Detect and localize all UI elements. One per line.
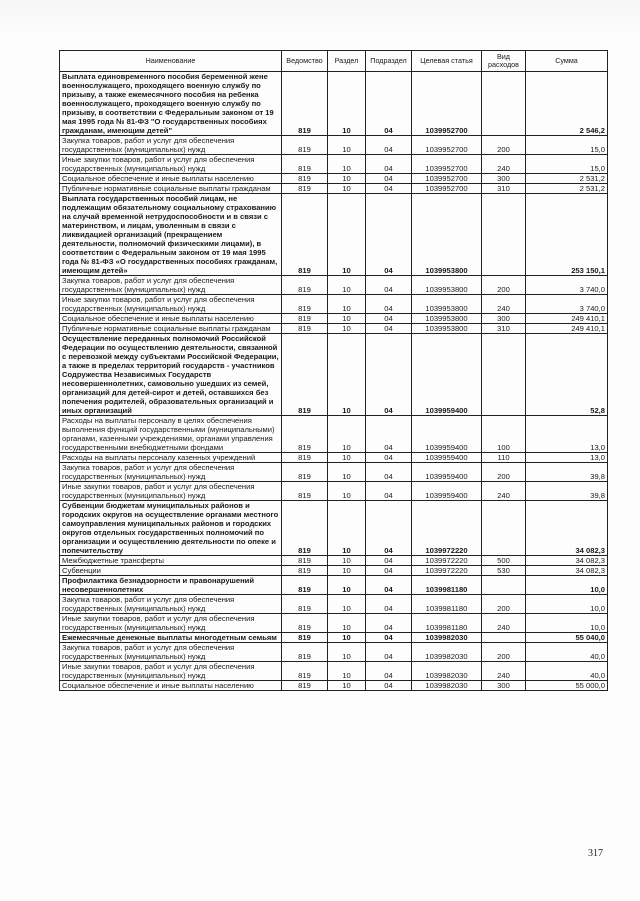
cell-subsection: 04 (366, 314, 412, 324)
table-row (60, 566, 608, 576)
cell-target-item: 1039953800 (412, 295, 482, 314)
cell-amount: 39,8 (526, 463, 608, 482)
cell-subsection: 04 (366, 643, 412, 662)
cell-section: 10 (328, 334, 366, 416)
cell-subsection: 04 (366, 184, 412, 194)
table-row (60, 184, 608, 194)
cell-target-item: 1039959400 (412, 482, 482, 501)
cell-amount: 10,0 (526, 595, 608, 614)
cell-target-item: 1039972220 (412, 566, 482, 576)
cell-expense-type: 200 (482, 276, 526, 295)
cell-expense-type: 240 (482, 295, 526, 314)
cell-name: Расходы на выплаты персоналу в целях обеспечения выполнения функций государственными (муниципальными) органами, казенными учреждениями, органами управления государственными внебюджетными фондами (60, 416, 282, 453)
table-body (60, 72, 608, 691)
cell-section: 10 (328, 184, 366, 194)
cell-department: 819 (282, 324, 328, 334)
cell-target-item: 1039952700 (412, 155, 482, 174)
cell-section: 10 (328, 416, 366, 453)
header-target-item: Целевая статья (412, 51, 482, 72)
cell-name: Иные закупки товаров, работ и услуг для обеспечения государственных (муниципальных) нужд (60, 614, 282, 633)
cell-subsection: 04 (366, 681, 412, 691)
cell-name: Субвенции (60, 566, 282, 576)
cell-amount: 13,0 (526, 453, 608, 463)
cell-subsection: 04 (366, 453, 412, 463)
cell-department: 819 (282, 681, 328, 691)
cell-name: Социальное обеспечение и иные выплаты населению (60, 314, 282, 324)
cell-name: Закупка товаров, работ и услуг для обеспечения государственных (муниципальных) нужд (60, 595, 282, 614)
cell-subsection: 04 (366, 295, 412, 314)
cell-section: 10 (328, 295, 366, 314)
cell-section: 10 (328, 633, 366, 643)
cell-department: 819 (282, 501, 328, 556)
table-row (60, 463, 608, 482)
header-subsection: Подраздел (366, 51, 412, 72)
cell-subsection: 04 (366, 416, 412, 453)
cell-subsection: 04 (366, 566, 412, 576)
cell-amount: 10,0 (526, 576, 608, 595)
cell-subsection: 04 (366, 334, 412, 416)
cell-department: 819 (282, 334, 328, 416)
cell-department: 819 (282, 662, 328, 681)
cell-target-item: 1039981180 (412, 576, 482, 595)
cell-department: 819 (282, 72, 328, 136)
table-row (60, 556, 608, 566)
cell-name: Социальное обеспечение и иные выплаты населению (60, 174, 282, 184)
cell-target-item: 1039959400 (412, 453, 482, 463)
cell-expense-type (482, 633, 526, 643)
cell-section: 10 (328, 643, 366, 662)
cell-expense-type: 240 (482, 482, 526, 501)
cell-expense-type: 300 (482, 314, 526, 324)
cell-name: Осуществление переданных полномочий Российской Федерации по осуществлению деятельности, связанной с перевозкой между субъектами Российской Федерации, а также в пределах территорий государств - участников Содружества Независимых Государств несовершеннолетних, самовольно ушедших из семей, организаций для детей-сирот и детей, оставшихся без попечения родителей, образовательных организаций и иных организаций (60, 334, 282, 416)
cell-department: 819 (282, 614, 328, 633)
table-row (60, 324, 608, 334)
table-row (60, 662, 608, 681)
cell-department: 819 (282, 633, 328, 643)
table-row (60, 136, 608, 155)
cell-department: 819 (282, 184, 328, 194)
cell-expense-type: 240 (482, 614, 526, 633)
table-header-row (60, 51, 608, 72)
cell-target-item: 1039952700 (412, 72, 482, 136)
cell-expense-type: 310 (482, 324, 526, 334)
header-amount: Сумма (526, 51, 608, 72)
cell-section: 10 (328, 681, 366, 691)
cell-name: Закупка товаров, работ и услуг для обеспечения государственных (муниципальных) нужд (60, 136, 282, 155)
cell-subsection: 04 (366, 501, 412, 556)
cell-expense-type: 200 (482, 643, 526, 662)
cell-name: Межбюджетные трансферты (60, 556, 282, 566)
cell-department: 819 (282, 595, 328, 614)
cell-target-item: 1039959400 (412, 463, 482, 482)
cell-expense-type (482, 334, 526, 416)
cell-target-item: 1039953800 (412, 314, 482, 324)
cell-subsection: 04 (366, 614, 412, 633)
cell-amount: 13,0 (526, 416, 608, 453)
cell-target-item: 1039953800 (412, 276, 482, 295)
cell-subsection: 04 (366, 595, 412, 614)
cell-amount: 2 546,2 (526, 72, 608, 136)
cell-section: 10 (328, 72, 366, 136)
cell-amount: 39,8 (526, 482, 608, 501)
cell-section: 10 (328, 453, 366, 463)
cell-section: 10 (328, 463, 366, 482)
cell-amount: 249 410,1 (526, 314, 608, 324)
cell-subsection: 04 (366, 482, 412, 501)
cell-department: 819 (282, 463, 328, 482)
cell-target-item: 1039952700 (412, 136, 482, 155)
cell-target-item: 1039981180 (412, 595, 482, 614)
budget-table (59, 50, 608, 691)
cell-subsection: 04 (366, 174, 412, 184)
cell-amount: 2 531,2 (526, 174, 608, 184)
cell-department: 819 (282, 643, 328, 662)
cell-name: Публичные нормативные социальные выплаты гражданам (60, 184, 282, 194)
cell-subsection: 04 (366, 556, 412, 566)
cell-department: 819 (282, 566, 328, 576)
cell-amount: 40,0 (526, 662, 608, 681)
cell-expense-type: 200 (482, 136, 526, 155)
table-row (60, 314, 608, 324)
cell-section: 10 (328, 614, 366, 633)
cell-name: Иные закупки товаров, работ и услуг для обеспечения государственных (муниципальных) нужд (60, 155, 282, 174)
cell-name: Выплата государственных пособий лицам, не подлежащим обязательному социальному страхованию на случай временной нетрудоспособности и в связи с материнством, и лицам, уволенным в связи с ликвидацией организаций (прекращением деятельности, полномочий физическими лицами), в соответствии с Федеральным законом от 19 мая 1995 года № 81-ФЗ «О государственных пособиях гражданам, имеющим детей» (60, 194, 282, 276)
cell-amount: 34 082,3 (526, 501, 608, 556)
table-row (60, 595, 608, 614)
cell-department: 819 (282, 276, 328, 295)
cell-target-item: 1039959400 (412, 416, 482, 453)
cell-amount: 55 000,0 (526, 681, 608, 691)
table-row (60, 614, 608, 633)
cell-amount: 34 082,3 (526, 566, 608, 576)
cell-department: 819 (282, 453, 328, 463)
cell-section: 10 (328, 136, 366, 155)
cell-amount: 3 740,0 (526, 295, 608, 314)
cell-target-item: 1039952700 (412, 184, 482, 194)
table-row (60, 334, 608, 416)
cell-amount: 15,0 (526, 136, 608, 155)
cell-subsection: 04 (366, 276, 412, 295)
header-expense-type: Вид расходов (482, 51, 526, 72)
cell-target-item: 1039981180 (412, 614, 482, 633)
cell-name: Профилактика безнадзорности и правонарушений несовершеннолетних (60, 576, 282, 595)
cell-section: 10 (328, 556, 366, 566)
cell-name: Иные закупки товаров, работ и услуг для обеспечения государственных (муниципальных) нужд (60, 482, 282, 501)
cell-amount: 2 531,2 (526, 184, 608, 194)
cell-name: Иные закупки товаров, работ и услуг для обеспечения государственных (муниципальных) нужд (60, 295, 282, 314)
cell-name: Субвенции бюджетам муниципальных районов и городских округов на осуществление органами местного самоуправления муниципальных районов и городских округов отдельных государственных полномочий по организации и осуществлению деятельности по опеке и попечительству (60, 501, 282, 556)
cell-name: Закупка товаров, работ и услуг для обеспечения государственных (муниципальных) нужд (60, 276, 282, 295)
cell-expense-type (482, 501, 526, 556)
cell-subsection: 04 (366, 72, 412, 136)
cell-department: 819 (282, 194, 328, 276)
header-section: Раздел (328, 51, 366, 72)
cell-amount: 52,8 (526, 334, 608, 416)
cell-amount: 249 410,1 (526, 324, 608, 334)
cell-section: 10 (328, 314, 366, 324)
cell-name: Закупка товаров, работ и услуг для обеспечения государственных (муниципальных) нужд (60, 643, 282, 662)
cell-expense-type: 300 (482, 174, 526, 184)
header-department: Ведомство (282, 51, 328, 72)
table-row (60, 482, 608, 501)
cell-amount: 3 740,0 (526, 276, 608, 295)
table-row (60, 295, 608, 314)
cell-subsection: 04 (366, 324, 412, 334)
cell-expense-type: 300 (482, 681, 526, 691)
cell-target-item: 1039982030 (412, 662, 482, 681)
cell-section: 10 (328, 501, 366, 556)
cell-section: 10 (328, 155, 366, 174)
cell-department: 819 (282, 556, 328, 566)
cell-subsection: 04 (366, 576, 412, 595)
table-row (60, 643, 608, 662)
cell-department: 819 (282, 576, 328, 595)
table-row (60, 174, 608, 184)
cell-section: 10 (328, 194, 366, 276)
header-name: Наименование (60, 51, 282, 72)
cell-target-item: 1039982030 (412, 681, 482, 691)
cell-name: Расходы на выплаты персоналу казенных учреждений (60, 453, 282, 463)
cell-expense-type (482, 576, 526, 595)
cell-section: 10 (328, 662, 366, 681)
scan-shading (0, 0, 640, 40)
cell-target-item: 1039972220 (412, 501, 482, 556)
cell-expense-type (482, 194, 526, 276)
cell-department: 819 (282, 314, 328, 324)
table-row (60, 453, 608, 463)
cell-name: Ежемесячные денежные выплаты многодетным семьям (60, 633, 282, 643)
cell-section: 10 (328, 174, 366, 184)
cell-amount: 15,0 (526, 155, 608, 174)
cell-section: 10 (328, 576, 366, 595)
cell-department: 819 (282, 174, 328, 184)
cell-expense-type: 530 (482, 566, 526, 576)
cell-target-item: 1039952700 (412, 174, 482, 184)
cell-expense-type: 200 (482, 463, 526, 482)
cell-target-item: 1039953800 (412, 194, 482, 276)
cell-target-item: 1039972220 (412, 556, 482, 566)
page-number: 317 (588, 848, 603, 859)
cell-department: 819 (282, 155, 328, 174)
cell-name: Выплата единовременного пособия беременной жене военнослужащего, проходящего военную службу по призыву, а также ежемесячного пособия на ребенка военнослужащего, проходящего военную службу по призыву, в соответствии с Федеральным законом от 19 мая 1995 года № 81-ФЗ "О государственных пособиях гражданам, имеющим детей" (60, 72, 282, 136)
budget-table-container (59, 50, 607, 691)
cell-section: 10 (328, 324, 366, 334)
cell-subsection: 04 (366, 463, 412, 482)
cell-target-item: 1039982030 (412, 633, 482, 643)
table-row (60, 633, 608, 643)
cell-expense-type: 310 (482, 184, 526, 194)
table-row (60, 155, 608, 174)
table-row (60, 416, 608, 453)
cell-department: 819 (282, 295, 328, 314)
cell-section: 10 (328, 482, 366, 501)
table-row (60, 194, 608, 276)
cell-section: 10 (328, 566, 366, 576)
cell-subsection: 04 (366, 633, 412, 643)
table-row (60, 72, 608, 136)
cell-subsection: 04 (366, 136, 412, 155)
cell-name: Публичные нормативные социальные выплаты гражданам (60, 324, 282, 334)
cell-department: 819 (282, 416, 328, 453)
cell-expense-type (482, 72, 526, 136)
cell-expense-type: 240 (482, 662, 526, 681)
cell-name: Закупка товаров, работ и услуг для обеспечения государственных (муниципальных) нужд (60, 463, 282, 482)
cell-expense-type: 110 (482, 453, 526, 463)
cell-department: 819 (282, 482, 328, 501)
table-row (60, 576, 608, 595)
cell-expense-type: 240 (482, 155, 526, 174)
table-row (60, 681, 608, 691)
cell-section: 10 (328, 276, 366, 295)
cell-name: Иные закупки товаров, работ и услуг для обеспечения государственных (муниципальных) нужд (60, 662, 282, 681)
cell-amount: 34 082,3 (526, 556, 608, 566)
table-row (60, 501, 608, 556)
cell-amount: 40,0 (526, 643, 608, 662)
cell-target-item: 1039953800 (412, 324, 482, 334)
cell-amount: 10,0 (526, 614, 608, 633)
cell-target-item: 1039982030 (412, 643, 482, 662)
cell-expense-type: 500 (482, 556, 526, 566)
cell-expense-type: 200 (482, 595, 526, 614)
cell-amount: 55 040,0 (526, 633, 608, 643)
cell-department: 819 (282, 136, 328, 155)
cell-section: 10 (328, 595, 366, 614)
cell-subsection: 04 (366, 155, 412, 174)
cell-subsection: 04 (366, 194, 412, 276)
table-row (60, 276, 608, 295)
cell-name: Социальное обеспечение и иные выплаты населению (60, 681, 282, 691)
cell-expense-type: 100 (482, 416, 526, 453)
cell-target-item: 1039959400 (412, 334, 482, 416)
cell-subsection: 04 (366, 662, 412, 681)
cell-amount: 253 150,1 (526, 194, 608, 276)
